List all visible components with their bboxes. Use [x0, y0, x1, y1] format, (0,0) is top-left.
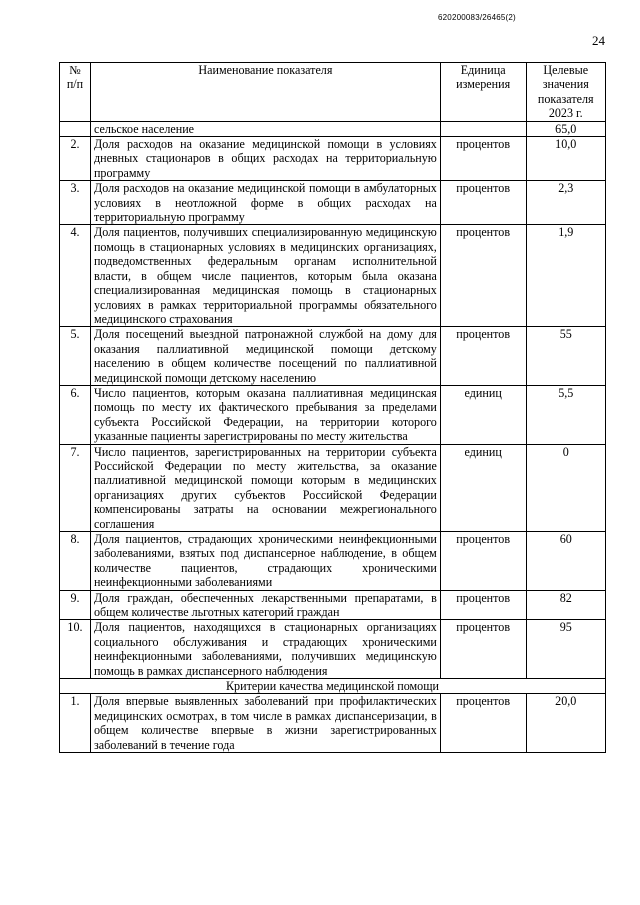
table-row: [60, 694, 606, 753]
header-value: Целевые значения показателя 2023 г.: [526, 63, 606, 122]
cell-name: Число пациентов, зарегистрированных на территории субъекта Российской Федерации по месту жительства, за оказание паллиативной медицинской помощи которым в медицинских организациях других субъектов Российской Федерации компенсированы затраты на основании межрегионального соглашения: [90, 444, 440, 531]
cell-unit: процентов: [440, 137, 526, 181]
cell-name: Доля пациентов, страдающих хроническими неинфекционными заболеваниями, взятых под диспансерное наблюдение, в общем количестве пациентов, страдающих хроническими неинфекционными заболеваниями: [90, 532, 440, 591]
cell-name: сельское население: [90, 121, 440, 136]
cell-num: 4.: [60, 225, 91, 327]
cell-num: 5.: [60, 327, 91, 386]
table-row: [60, 181, 606, 225]
cell-name: Доля пациентов, находящихся в стационарных организациях социального обслуживания и страдающих хроническими неинфекционными заболеваниями, получивших медицинскую помощь в рамках диспансерного наблюдения: [90, 620, 440, 679]
cell-name: Доля граждан, обеспеченных лекарственными препаратами, в общем количестве льготных категорий граждан: [90, 590, 440, 620]
table-row: [60, 532, 606, 591]
table-row-continuation: [60, 121, 606, 136]
cell-value: 1,9: [526, 225, 606, 327]
header-name: Наименование показателя: [90, 63, 440, 122]
cell-name: Доля впервые выявленных заболеваний при профилактических медицинских осмотрах, в том числе в рамках диспансеризации, в общем количестве впервые в жизни зарегистрированных заболеваний в течение года: [90, 694, 440, 753]
cell-num: [60, 121, 91, 136]
header-unit: Единица измерения: [440, 63, 526, 122]
cell-value: 55: [526, 327, 606, 386]
cell-value: 60: [526, 532, 606, 591]
cell-unit: единиц: [440, 385, 526, 444]
cell-num: 8.: [60, 532, 91, 591]
table-row: [60, 385, 606, 444]
cell-value: 0: [526, 444, 606, 531]
cell-unit: процентов: [440, 532, 526, 591]
cell-name: Число пациентов, которым оказана паллиативная медицинская помощь по месту их фактического пребывания за пределами субъекта Российской Федерации, на территории которого указанные пациенты зарегистрированы по месту жительства: [90, 385, 440, 444]
cell-value: 20,0: [526, 694, 606, 753]
cell-unit: процентов: [440, 225, 526, 327]
cell-name: Доля расходов на оказание медицинской помощи в амбулаторных условиях в неотложной форме в общих расходах на территориальную программу: [90, 181, 440, 225]
cell-unit: процентов: [440, 620, 526, 679]
cell-num: 2.: [60, 137, 91, 181]
table-row: [60, 620, 606, 679]
cell-value: 65,0: [526, 121, 606, 136]
cell-name: Доля посещений выездной патронажной службой на дому для оказания паллиативной медицинской помощи детскому населению в общем количестве посещений по паллиативной медицинской помощи детскому населению: [90, 327, 440, 386]
cell-unit: [440, 121, 526, 136]
section-header-row: [60, 679, 606, 694]
cell-unit: процентов: [440, 181, 526, 225]
cell-num: 1.: [60, 694, 91, 753]
table-header-row: [60, 63, 606, 122]
table-row: [60, 327, 606, 386]
header-num: № п/п: [60, 63, 91, 122]
cell-unit: процентов: [440, 694, 526, 753]
cell-name: Доля расходов на оказание медицинской помощи в условиях дневных стационаров в общих расходах на территориальную программу: [90, 137, 440, 181]
cell-value: 2,3: [526, 181, 606, 225]
cell-value: 95: [526, 620, 606, 679]
cell-value: 82: [526, 590, 606, 620]
cell-unit: процентов: [440, 590, 526, 620]
section-title: Критерии качества медицинской помощи: [60, 679, 606, 694]
table-row: [60, 590, 606, 620]
cell-num: 3.: [60, 181, 91, 225]
cell-value: 10,0: [526, 137, 606, 181]
cell-num: 10.: [60, 620, 91, 679]
cell-num: 9.: [60, 590, 91, 620]
cell-value: 5,5: [526, 385, 606, 444]
cell-name: Доля пациентов, получивших специализированную медицинскую помощь в стационарных условиях в медицинских организациях, подведомственных федеральным органам исполнительной власти, в общем числе пациентов, которым была оказана специализированная медицинская помощь в стационарных условиях в рамках территориальной программы обязательного медицинского страхования: [90, 225, 440, 327]
cell-unit: единиц: [440, 444, 526, 531]
table-row: [60, 225, 606, 327]
table-row: [60, 444, 606, 531]
cell-num: 6.: [60, 385, 91, 444]
indicators-table: [59, 62, 606, 753]
page-number: 24: [592, 33, 605, 48]
cell-unit: процентов: [440, 327, 526, 386]
cell-num: 7.: [60, 444, 91, 531]
table-row: [60, 137, 606, 181]
document-code: 620200083/26465(2): [438, 13, 516, 22]
